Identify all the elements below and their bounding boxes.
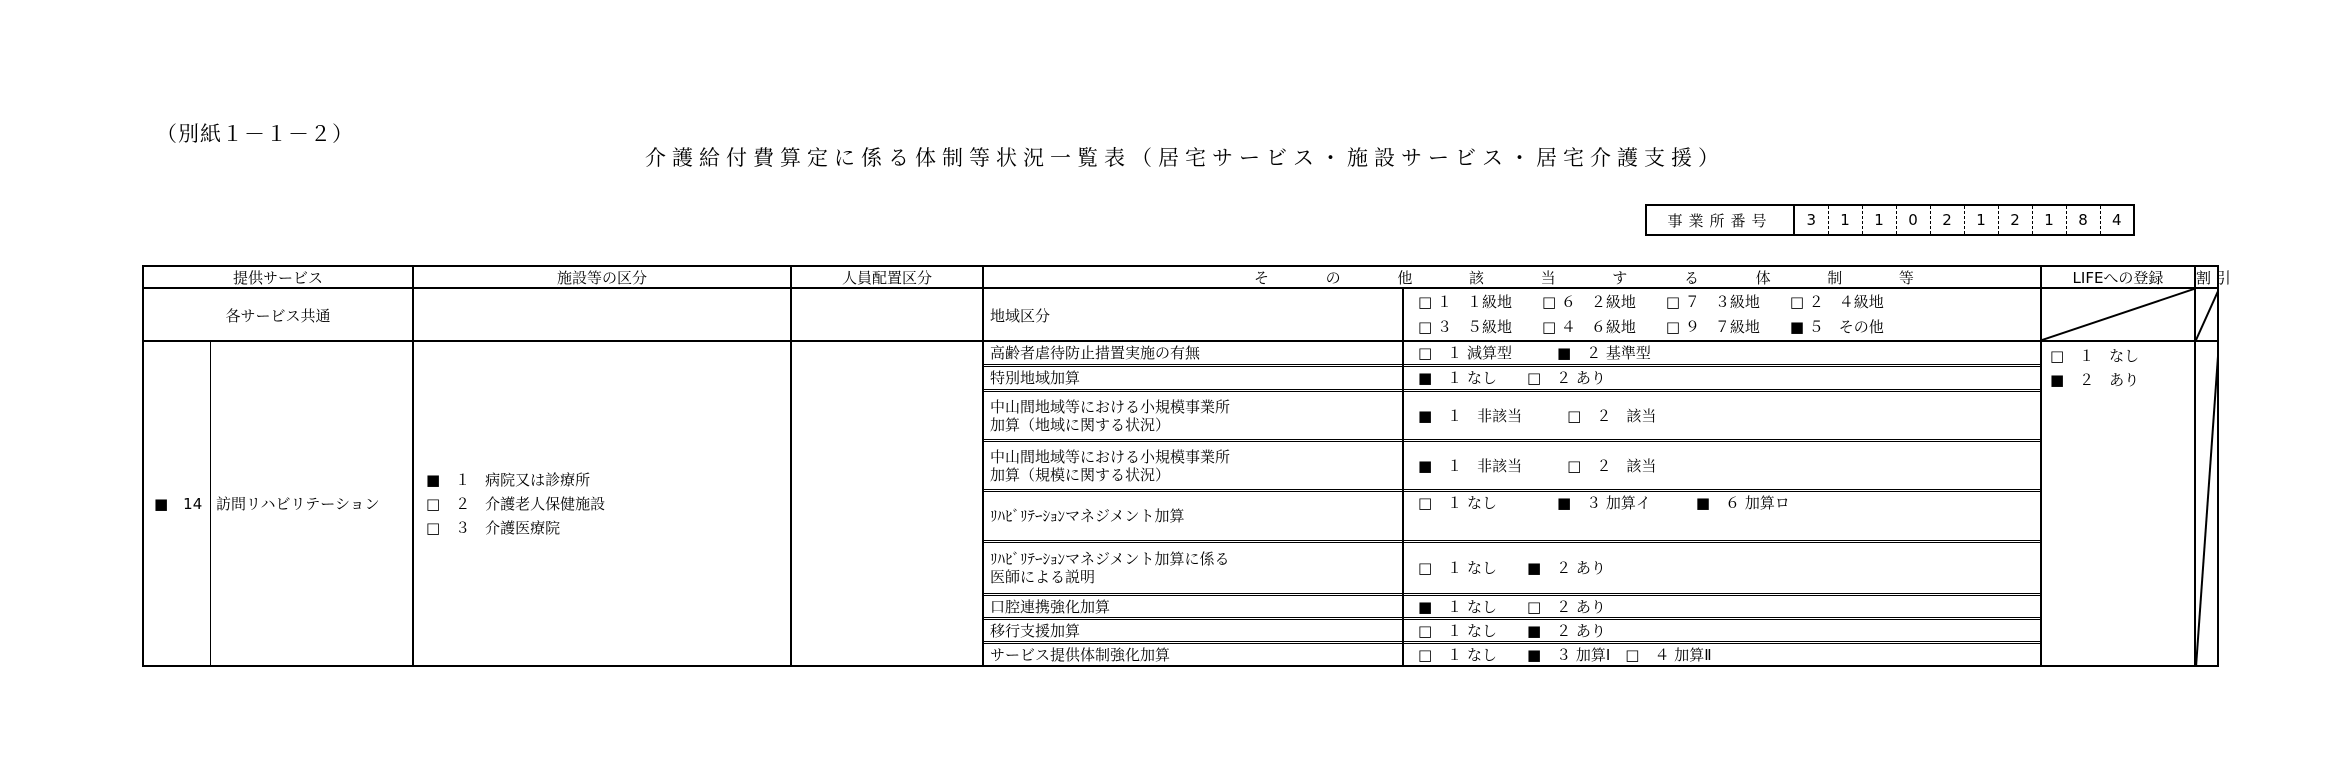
- item-label: サービス提供体制強化加算: [990, 645, 1171, 664]
- item-value: ■ １ 非該当 □ ２ 該当: [1418, 456, 1657, 475]
- header-life-registration: LIFEへの登録: [2072, 269, 2164, 287]
- facility-option: □ ３ 介護医療院: [426, 519, 561, 537]
- item-value: □ １ なし ■ ２ あり: [1418, 621, 1606, 640]
- item-label: 特別地域加算: [990, 369, 1081, 387]
- header-service: 提供サービス: [232, 269, 323, 287]
- document-title: 介護給付費算定に係る体制等状況一覧表（居宅サービス・施設サービス・居宅介護支援）: [645, 146, 1725, 170]
- item-label: ﾘﾊﾋﾞﾘﾃｰｼｮﾝマネジメント加算に係る 医師による説明: [990, 550, 1230, 586]
- life-option: ■ ２ あり: [2050, 371, 2140, 389]
- annex-label: （別紙１－１－２）: [156, 122, 354, 146]
- life-option: □ １ なし: [2050, 347, 2140, 365]
- service-code: ■ 14: [154, 495, 203, 513]
- header-discount: 割 引: [2196, 269, 2231, 287]
- facility-option: ■ １ 病院又は診療所: [426, 471, 591, 489]
- office-digit: 4: [2100, 205, 2134, 235]
- item-value: □ １ なし ■ ２ あり: [1418, 559, 1606, 577]
- item-label: 中山間地域等における小規模事業所 加算（規模に関する状況）: [990, 447, 1231, 484]
- item-value: □ １ 減算型 ■ ２ 基準型: [1418, 344, 1651, 362]
- office-digit: 1: [1964, 205, 1998, 235]
- office-digit: 1: [1862, 205, 1896, 235]
- facility-option: □ ２ 介護老人保健施設: [426, 495, 606, 513]
- item-label: 高齢者虐待防止措置実施の有無: [990, 344, 1201, 362]
- item-label: 中山間地域等における小規模事業所 加算（地域に関する状況）: [990, 397, 1231, 434]
- header-other-systems: そ の 他 該 当 す る 体 制 等: [1254, 269, 1914, 287]
- column-divider: [412, 267, 414, 665]
- item-value: □ １ なし ■ ３ 加算Ⅰ □ ４ 加算Ⅱ: [1418, 645, 1712, 664]
- office-digit: 2: [1930, 205, 1964, 235]
- header-facility-class: 施設等の区分: [556, 269, 647, 287]
- na-slash-life-common: [2042, 289, 2194, 340]
- item-value: □ １ なし ■ ３ 加算イ ■ ６ 加算ロ: [1418, 494, 1790, 512]
- item-label: ﾘﾊﾋﾞﾘﾃｰｼｮﾝマネジメント加算: [990, 507, 1185, 525]
- na-slash-discount-service: [2196, 342, 2219, 667]
- item-value: ■ １ 非該当 □ ２ 該当: [1418, 406, 1657, 425]
- office-digit: 3: [1794, 205, 1828, 235]
- office-digit: 1: [2032, 205, 2066, 235]
- service-name: 訪問リハビリテーション: [216, 495, 380, 513]
- item-value: ■ １ なし □ ２ あり: [1418, 597, 1606, 616]
- item-label: 移行支援加算: [990, 621, 1081, 640]
- office-digit: 0: [1896, 205, 1930, 235]
- column-divider: [790, 267, 792, 665]
- office-number-label: 事業所番号: [1646, 205, 1794, 235]
- area-class-options-1: □ １ １級地 □ ６ ２級地 □ ７ ３級地 □ ２ ４級地: [1418, 293, 1884, 311]
- item-label: 口腔連携強化加算: [990, 597, 1111, 616]
- common-row-label: 各サービス共通: [225, 307, 331, 325]
- na-slash-discount-common: [2196, 289, 2219, 340]
- office-digit: 2: [1998, 205, 2032, 235]
- area-class-options-2: □ ３ ５級地 □ ４ ６級地 □ ９ ７級地 ■ ５ その他: [1418, 318, 1884, 336]
- header-staffing-class: 人員配置区分: [841, 269, 932, 287]
- office-number-table: [1645, 204, 2135, 236]
- area-class-label: 地域区分: [990, 307, 1051, 325]
- status-table: [142, 265, 2231, 667]
- office-digit: 1: [1828, 205, 1862, 235]
- column-divider: [210, 342, 211, 667]
- item-value: ■ １ なし □ ２ あり: [1418, 369, 1606, 387]
- office-digit: 8: [2066, 205, 2100, 235]
